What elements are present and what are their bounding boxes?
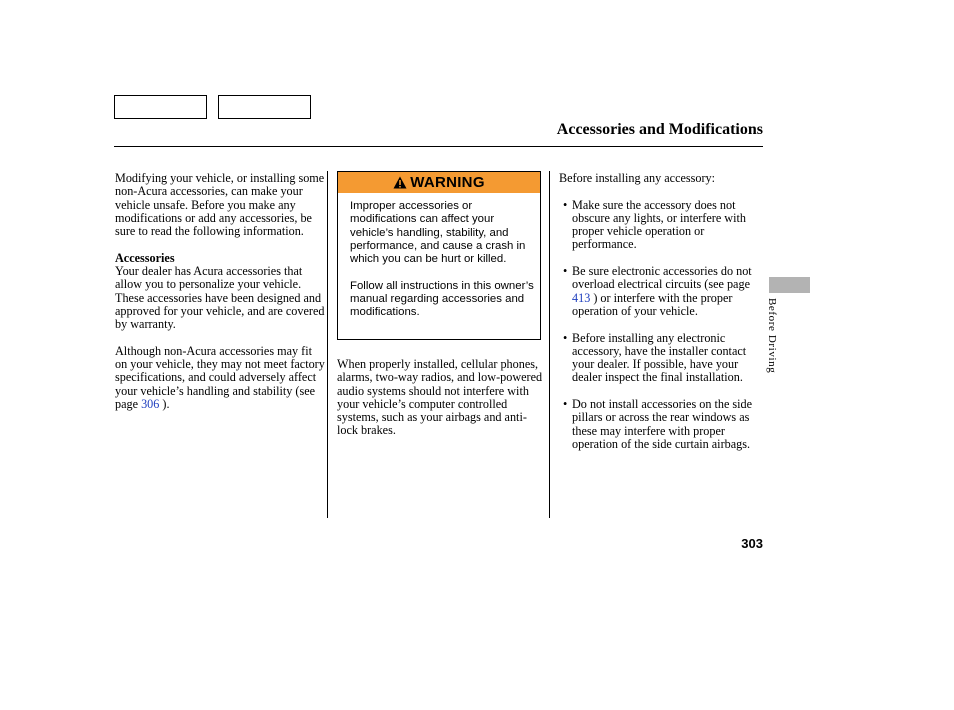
page-link-413[interactable]: 413: [572, 290, 591, 305]
middle-column-text: [337, 358, 545, 438]
page-link-306[interactable]: 306: [141, 397, 160, 412]
warning-label: WARNING: [410, 174, 485, 191]
warning-header: [338, 172, 540, 193]
warning-triangle-icon: [393, 176, 407, 189]
bullet-text: [572, 265, 764, 318]
intro-paragraph: Modifying your vehicle, or installing some non-Acura accessories, can make your vehicle unsafe. Before you make any modifications or add any accessories, be sure to read the following information.: [115, 171, 325, 239]
bullet-mark: •: [563, 264, 568, 279]
bullet-text: Before installing any electronic accessory, have the installer contact your dealer. If possible, have your dealer inspect the final installation.: [572, 330, 747, 385]
before-installing-intro: Before installing any accessory:: [559, 171, 716, 185]
bullet-item: [563, 199, 764, 252]
bullet-text: Do not install accessories on the side pillars or across the rear windows as these may interfere with proper operation of the side curtain airbags.: [572, 397, 753, 451]
bullet-text: Make sure the accessory does not obscure any lights, or interfere with proper vehicle operation or performance.: [572, 197, 746, 252]
warning-box: [337, 171, 541, 340]
nav-button-main-menu[interactable]: [114, 95, 207, 119]
section-tab-label: Before Driving: [766, 298, 778, 374]
bullet-mark: •: [563, 330, 568, 345]
accessories-paragraph: Your dealer has Acura accessories that allow you to personalize your vehicle. These accessories have been designed and approved for your vehicle, and are covered by warranty.: [115, 264, 325, 332]
installed-devices-paragraph: When properly installed, cellular phones, alarms, two-way radios, and low-powered audio systems should not interfere with your vehicle’s computer controlled systems, such as your airbags and anti-lock brakes.: [337, 357, 543, 438]
column-divider-right: [549, 171, 550, 518]
column-divider-left: [327, 171, 328, 518]
bullet-item: [563, 332, 764, 385]
bullet2-start: Be sure electronic accessories do not overload electrical circuits (see page: [572, 264, 752, 292]
non-acura-paragraph: [115, 345, 325, 411]
page-title: Accessories and Modifications: [556, 121, 763, 138]
bullet-item: [563, 398, 764, 451]
bullet-mark: •: [563, 397, 568, 412]
warning-text-2: Follow all instructions in this owner’s manual regarding accessories and modifications.: [350, 279, 534, 319]
warning-body: [350, 200, 534, 320]
bullet2-end: ) or interfere with the proper operation of your vehicle.: [572, 290, 733, 318]
bullet-mark: •: [563, 197, 568, 212]
section-tab: [769, 277, 810, 293]
accessories-heading: Accessories: [115, 250, 175, 265]
title-divider: [114, 146, 763, 147]
non-acura-text: Although non-Acura accessories may fit on your vehicle, they may not meet factory specifications, and could adversely affect your vehicle’s handling and stability (see page: [115, 343, 325, 412]
right-column: [559, 172, 764, 451]
left-column: [115, 172, 325, 411]
nav-button-index[interactable]: [218, 95, 311, 119]
bullet-item: [563, 265, 764, 318]
warning-text-1: Improper accessories or modifications can affect your vehicle’s handling, stability, and performance, and cause a crash in which you can be hurt or killed.: [350, 200, 526, 266]
non-acura-end: ).: [162, 397, 170, 412]
page-number: 303: [741, 536, 763, 551]
